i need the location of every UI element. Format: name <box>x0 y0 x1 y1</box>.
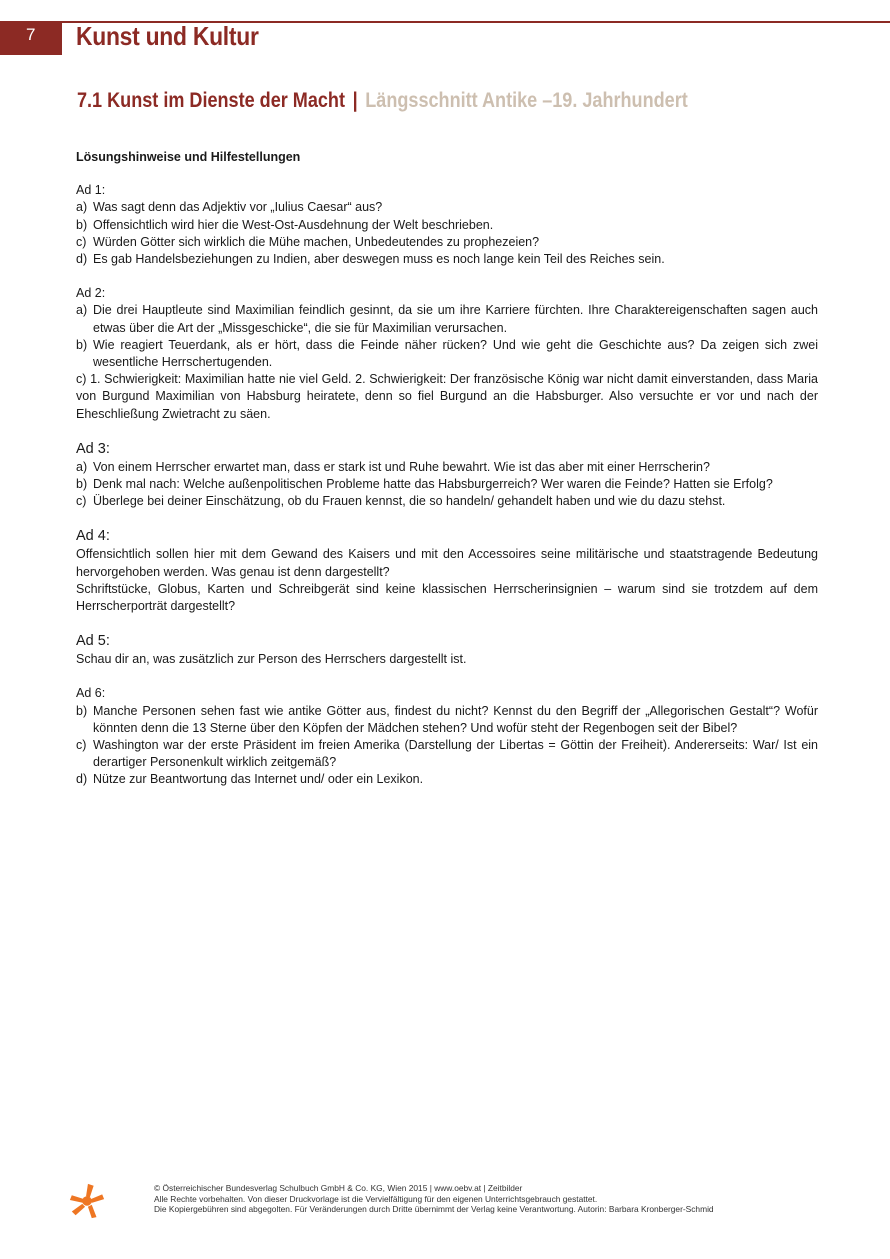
item-label: a) <box>76 200 88 215</box>
main-content <box>76 149 818 806</box>
list-item <box>76 337 818 371</box>
item-text: Wie reagiert Teuerdank, als er hört, dass die Feinde näher rücken? Und wie geht die Geschichte aus? Da zeigen sich zwei wesentliche Herrschertugenden. <box>93 337 818 370</box>
item-label: c) <box>76 738 87 753</box>
list-item <box>76 459 818 476</box>
paragraph: Offensichtlich sollen hier mit dem Gewand des Kaisers und mit den Accessoires seine militärische und staatstragende Bedeutung hervorgehoben werden. Was genau ist denn dargestellt? <box>76 547 818 579</box>
list-item <box>76 703 818 737</box>
item-text: Offensichtlich wird hier die West-Ost-Ausdehnung der Welt beschrieben. <box>93 217 494 232</box>
ad2-heading: Ad 2: <box>76 286 106 301</box>
ad2-block <box>76 285 818 423</box>
section-subtitle: Längsschnitt Antike –19. Jahrhundert <box>365 89 688 112</box>
item-text: Nütze zur Beantwortung das Internet und/ oder ein Lexikon. <box>93 772 424 787</box>
item-text: Manche Personen sehen fast wie antike Götter aus, findest du nicht? Kennst du den Begriff der „Allegorischen Gestalt“? Wofür könnten denn die 13 Sterne über den Köpfen der Mädchen stehen? Und wofür steht der Regenbogen seit der Bibel? <box>93 703 818 735</box>
item-label: b) <box>76 477 88 492</box>
chapter-number-box <box>0 21 62 55</box>
list-item <box>76 302 818 336</box>
item-label: a) <box>76 303 88 318</box>
footer-line: Die Kopiergebühren sind abgegolten. Für Veränderungen durch Dritte übernimmt der Verlag keine Verantwortung. Autorin: Barbara Kronberger-Schmid <box>154 1204 714 1215</box>
section-separator: | <box>352 89 358 112</box>
paragraph: Schau dir an, was zusätzlich zur Person des Herrschers dargestellt ist. <box>76 652 467 667</box>
item-label: b) <box>76 217 88 232</box>
ad6-heading: Ad 6: <box>76 686 106 701</box>
list-item <box>76 737 818 771</box>
list-item <box>76 199 818 216</box>
item-text: Denk mal nach: Welche außenpolitischen Probleme hatte das Habsburgerreich? Wer waren die Feinde? Hatten sie Erfolg? <box>93 477 773 492</box>
item-text: Es gab Handelsbeziehungen zu Indien, aber deswegen muss es noch lange kein Teil des Reiches sein. <box>93 252 665 267</box>
item-label: c) <box>76 372 87 387</box>
item-text: Von einem Herrscher erwartet man, dass er stark ist und Ruhe bewahrt. Wie ist das aber mit einer Herrscherin? <box>93 459 710 474</box>
chapter-number: 7 <box>26 25 36 44</box>
item-label: b) <box>76 337 88 352</box>
item-text: Überlege bei deiner Einschätzung, ob du Frauen kennst, die so handeln/ gehandelt haben und wie du dazu stehst. <box>93 494 726 509</box>
footer-line: © Österreichischer Bundesverlag Schulbuch GmbH & Co. KG, Wien 2015 | www.oebv.at | Zeitbilder <box>154 1183 523 1193</box>
list-item <box>76 234 818 251</box>
ad1-block <box>76 182 818 268</box>
ad3-heading: Ad 3: <box>76 440 110 457</box>
ad5-heading: Ad 5: <box>76 633 110 650</box>
section-title: Kunst im Dienste der Macht <box>107 89 345 112</box>
oebv-asterisk-logo-icon <box>68 1181 106 1221</box>
ad4-heading: Ad 4: <box>76 528 110 545</box>
item-text: Die drei Hauptleute sind Maximilian feindlich gesinnt, da sie um ihre Karriere fürchten. Ihre Charaktereigenschaften sagen auch etwas über die Art der „Missgeschicke“, die sie für Maximilian verursachen. <box>93 303 818 335</box>
ad4-block <box>76 527 818 615</box>
item-text: 1. Schwierigkeit: Maximilian hatte nie viel Geld. 2. Schwierigkeit: Der französische König war nicht damit einverstanden, dass Maria von Burgund Maximilian von Habsburg heiratete, denn so fiel Burgund an die Habsburger. Also versuchte er vor und nach der Eheschließung Zwietracht zu säen. <box>76 372 818 421</box>
ad6-block <box>76 685 818 788</box>
list-item-inline <box>76 371 818 423</box>
item-label: d) <box>76 772 88 787</box>
item-label: c) <box>76 234 87 249</box>
item-text: Washington war der erste Präsident im freien Amerika (Darstellung der Libertas = Göttin der Freiheit). Andererseits: War/ Ist ein derartiger Personenkult wirklich zeitgemäß? <box>93 738 818 770</box>
item-label: a) <box>76 459 88 474</box>
chapter-title: Kunst und Kultur <box>76 21 259 51</box>
item-label: b) <box>76 703 88 718</box>
section-heading <box>77 89 688 113</box>
list-item <box>76 476 818 493</box>
item-text: Würden Götter sich wirklich die Mühe machen, Unbedeutendes zu prophezeien? <box>93 234 540 249</box>
ad3-block <box>76 440 818 511</box>
item-text: Was sagt denn das Adjektiv vor „Iulius Caesar“ aus? <box>93 200 383 215</box>
list-item <box>76 251 818 268</box>
page-title: Lösungshinweise und Hilfestellungen <box>76 150 301 164</box>
item-label: c) <box>76 494 87 509</box>
section-number: 7.1 <box>77 89 103 112</box>
ad5-block <box>76 632 818 668</box>
ad1-heading: Ad 1: <box>76 183 106 198</box>
paragraph: Schriftstücke, Globus, Karten und Schreibgerät sind keine klassischen Herrscherinsignien – warum sind sie trotzdem auf dem Herrscherporträt dargestellt? <box>76 581 818 614</box>
list-item <box>76 771 818 788</box>
item-label: d) <box>76 252 88 267</box>
list-item <box>76 493 818 510</box>
list-item <box>76 217 818 234</box>
footer-copyright <box>154 1183 714 1215</box>
footer-line: Alle Rechte vorbehalten. Von dieser Druckvorlage ist die Vervielfältigung für den eigenen Unterrichtsgebrauch gestattet. <box>154 1193 598 1204</box>
